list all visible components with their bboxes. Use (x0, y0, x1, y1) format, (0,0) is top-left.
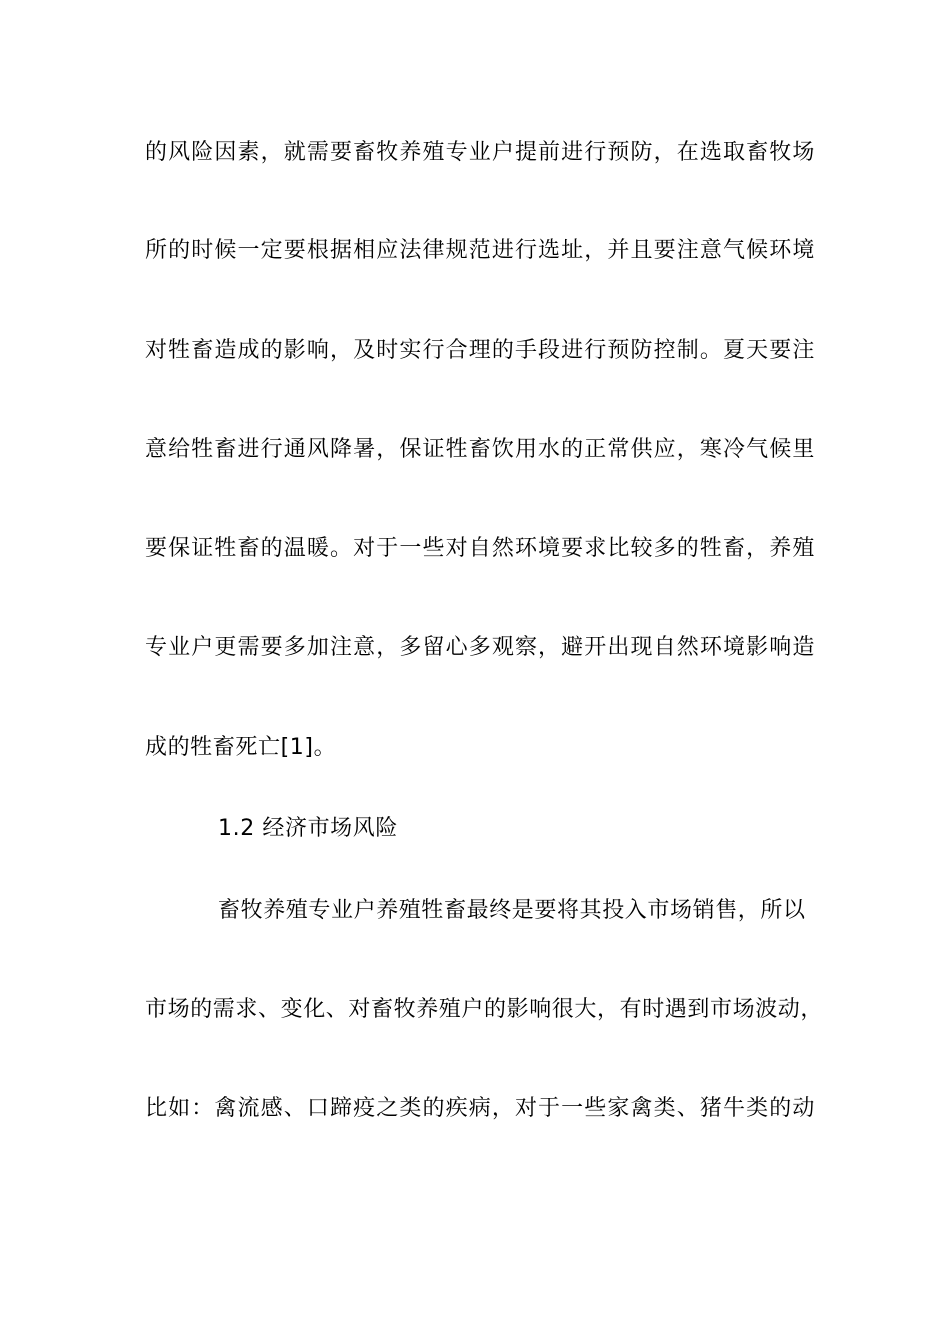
paragraph-line: 市场的需求、变化、对畜牧养殖户的影响很大，有时遇到市场波动， (145, 997, 824, 1022)
paragraph-line: 比如：禽流感、口蹄疫之类的疾病，对于一些家禽类、猪牛类的动 (145, 1096, 815, 1121)
paragraph-line-last: 成的牲畜死亡[1]。 (145, 735, 337, 760)
paragraph-line: 的风险因素，就需要畜牧养殖专业户提前进行预防，在选取畜牧场 (145, 140, 815, 165)
paragraph-line: 意给牲畜进行通风降暑，保证牲畜饮用水的正常供应，寒冷气候里 (145, 437, 815, 462)
paragraph-line: 要保证牲畜的温暖。对于一些对自然环境要求比较多的牲畜，养殖 (145, 536, 815, 561)
paragraph-line: 专业户更需要多加注意，多留心多观察，避开出现自然环境影响造 (145, 635, 815, 660)
paragraph-line: 对牲畜造成的影响，及时实行合理的手段进行预防控制。夏天要注 (145, 338, 815, 363)
paragraph-line: 所的时候一定要根据相应法律规范进行选址，并且要注意气候环境 (145, 238, 815, 263)
paragraph-first-line: 畜牧养殖专业户养殖牲畜最终是要将其投入市场销售，所以 (218, 898, 806, 923)
section-heading: 1.2 经济市场风险 (218, 816, 398, 841)
